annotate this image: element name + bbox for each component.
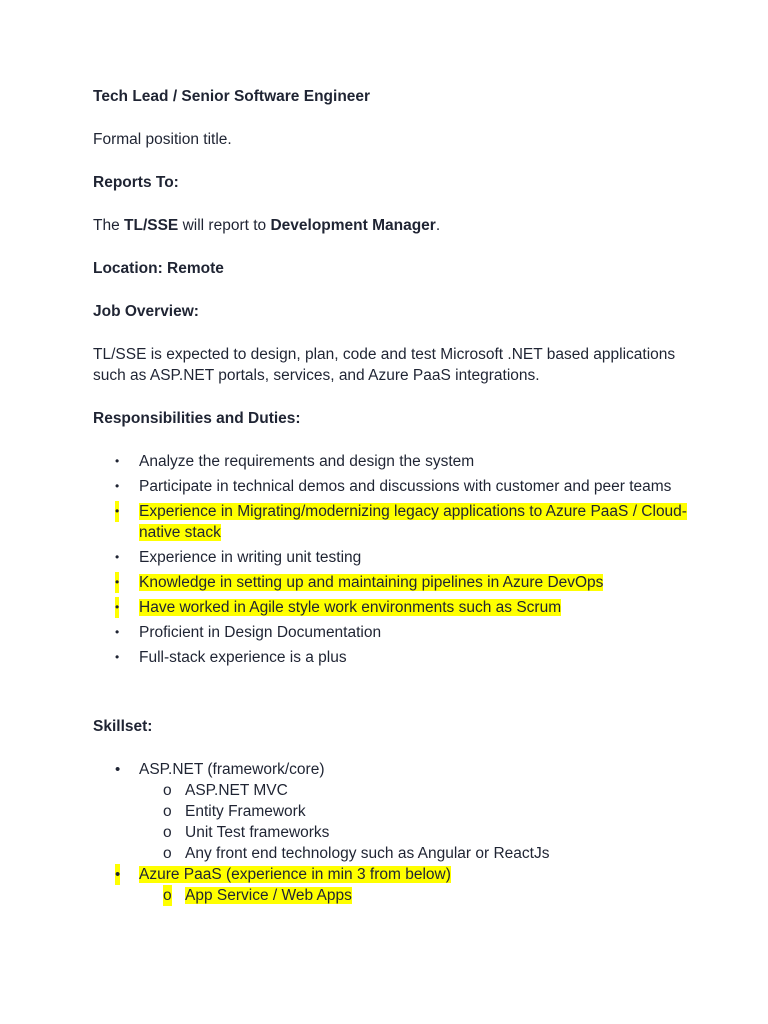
skillset-heading: Skillset: (93, 718, 153, 735)
bullet-icon: • (115, 625, 120, 639)
reports-mid: will report to (178, 217, 271, 234)
sub-list-item: o Unit Test frameworks (163, 824, 330, 841)
sub-bullet-icon: o (163, 824, 172, 841)
skill-label: ASP.NET (framework/core) (139, 761, 325, 778)
reports-pre: The (93, 217, 125, 234)
overview-heading: Job Overview: (93, 303, 199, 320)
list-item: • Analyze the requirements and design the system (115, 453, 475, 470)
sub-list-item: o Entity Framework (163, 803, 306, 820)
sub-bullet-icon: o (163, 845, 172, 862)
skill-label: Azure PaaS (experience in min 3 from below) (139, 866, 451, 883)
location: Location: Remote (93, 260, 224, 277)
bullet-icon: • (115, 650, 120, 664)
responsibilities-heading: Responsibilities and Duties: (93, 410, 301, 427)
overview-text: TL/SSE is expected to design, plan, code and test Microsoft .NET based applications such as ASP.NET portals, services, and Azure PaaS integrations. (93, 346, 676, 384)
list-item: • Experience in writing unit testing (115, 549, 362, 566)
job-title: Tech Lead / Senior Software Engineer (93, 88, 371, 105)
list-item-highlighted: • Have worked in Agile style work environments such as Scrum (115, 599, 562, 616)
sub-bullet-icon: o (163, 803, 172, 820)
bullet-icon: • (115, 866, 121, 883)
skill-item (93, 759, 693, 864)
responsibilities-list (93, 451, 693, 668)
list-item-highlighted: • Knowledge in setting up and maintaining pipelines in Azure DevOps (115, 574, 604, 591)
list-item: • Proficient in Design Documentation (115, 624, 382, 641)
bullet-icon: • (115, 550, 120, 564)
bullet-icon: • (115, 454, 120, 468)
list-item-highlighted: • Experience in Migrating/modernizing legacy applications to Azure PaaS / Cloud-native stack (115, 503, 687, 541)
title-note: Formal position title. (93, 131, 232, 148)
sub-list-item-highlighted: o App Service / Web Apps (163, 887, 352, 904)
bullet-icon: • (115, 761, 121, 778)
section-spacer (93, 672, 693, 716)
reports-role: TL/SSE (124, 217, 179, 234)
reports-manager: Development Manager (270, 217, 436, 234)
skill-item-highlighted (93, 864, 693, 906)
list-item: • Participate in technical demos and discussions with customer and peer teams (115, 478, 672, 495)
sub-list-item: o ASP.NET MVC (163, 782, 288, 799)
reports-line (93, 215, 693, 236)
bullet-icon: • (115, 501, 119, 522)
list-item: • Full-stack experience is a plus (115, 649, 347, 666)
skill-sublist (139, 780, 693, 864)
bullet-icon: • (115, 479, 120, 493)
sub-bullet-icon: o (163, 887, 172, 904)
reports-heading: Reports To: (93, 174, 179, 191)
sub-list-item: o Any front end technology such as Angular or ReactJs (163, 845, 550, 862)
skillset-list (93, 759, 693, 906)
reports-post: . (435, 217, 441, 234)
skill-sublist (139, 885, 693, 906)
sub-bullet-icon: o (163, 782, 172, 799)
document-page (93, 86, 693, 906)
bullet-icon: • (115, 572, 119, 593)
bullet-icon: • (115, 597, 119, 618)
